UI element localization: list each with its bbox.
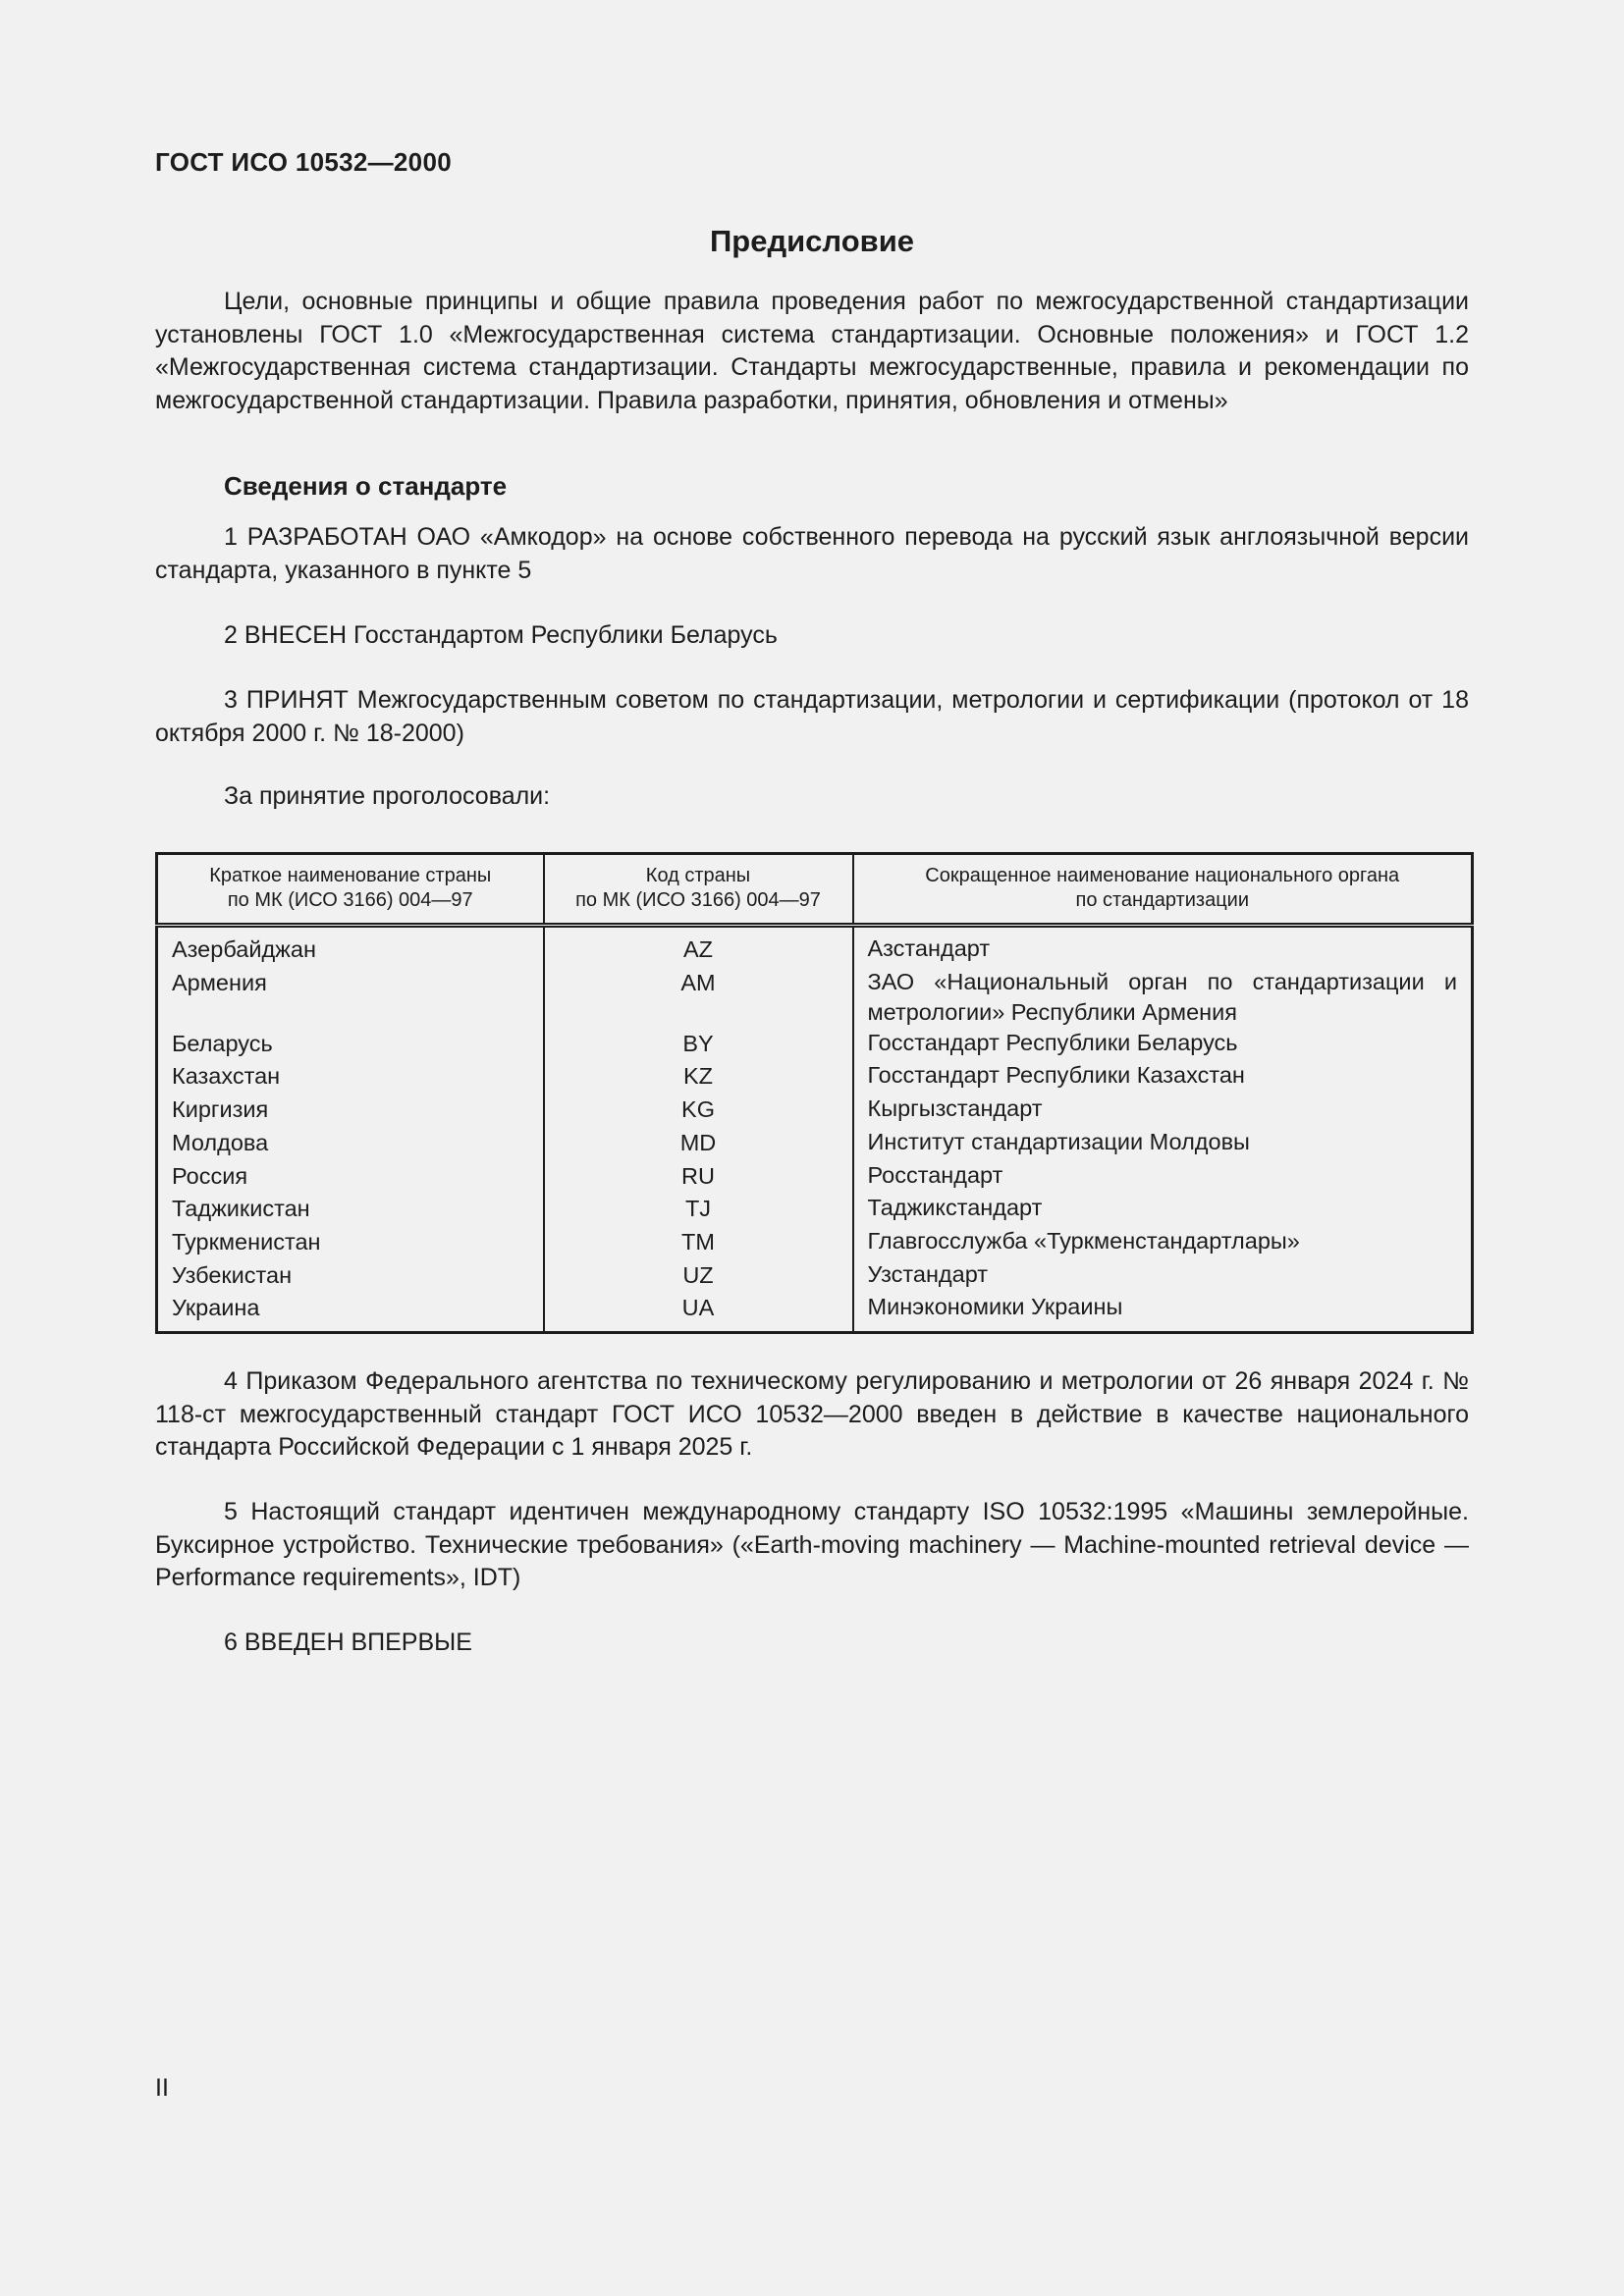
country-code-cell: AM bbox=[544, 967, 853, 1028]
standard-info-heading: Сведения о стандарте bbox=[224, 471, 508, 501]
country-code-cell: UA bbox=[544, 1292, 853, 1332]
table-row bbox=[157, 1060, 1473, 1094]
country-cell: Беларусь bbox=[157, 1028, 544, 1061]
column-header-code: Код страны по МК (ИСО 3166) 004—97 bbox=[544, 854, 853, 926]
column-header-organization: Сокращенное наименование национального органа по стандартизации bbox=[853, 854, 1473, 926]
country-code-cell: KZ bbox=[544, 1060, 853, 1094]
country-code-cell: BY bbox=[544, 1028, 853, 1061]
organization-cell: Узстандарт bbox=[853, 1259, 1473, 1293]
vote-label: За принятие проголосовали: bbox=[224, 782, 551, 810]
country-cell: Россия bbox=[157, 1160, 544, 1194]
item-1-paragraph: 1 РАЗРАБОТАН ОАО «Амкодор» на основе собственного перевода на русский язык англоязычной версии стандарта, указанного в пункте 5 bbox=[155, 523, 1469, 584]
country-cell: Азербайджан bbox=[157, 926, 544, 967]
organization-cell: Госстандарт Республики Казахстан bbox=[853, 1060, 1473, 1094]
table-body bbox=[157, 926, 1473, 1333]
table-row bbox=[157, 1193, 1473, 1226]
country-code-cell: TJ bbox=[544, 1193, 853, 1226]
table-row bbox=[157, 926, 1473, 967]
table-row bbox=[157, 1127, 1473, 1160]
country-cell: Украина bbox=[157, 1292, 544, 1332]
country-code-cell: RU bbox=[544, 1160, 853, 1194]
table-row bbox=[157, 1259, 1473, 1293]
member-states-table bbox=[155, 852, 1474, 1334]
country-cell: Таджикистан bbox=[157, 1193, 544, 1226]
table-row bbox=[157, 1094, 1473, 1127]
organization-cell: Кыргызстандарт bbox=[853, 1094, 1473, 1127]
column-header-country: Краткое наименование страны по МК (ИСО 3166) 004—97 bbox=[157, 854, 544, 926]
table-header-row bbox=[157, 854, 1473, 926]
organization-cell: Минэкономики Украины bbox=[853, 1292, 1473, 1332]
document-id: ГОСТ ИСО 10532—2000 bbox=[155, 147, 452, 177]
organization-cell: Госстандарт Республики Беларусь bbox=[853, 1028, 1473, 1061]
organization-cell: Институт стандартизации Молдовы bbox=[853, 1127, 1473, 1160]
country-code-cell: AZ bbox=[544, 926, 853, 967]
country-cell: Киргизия bbox=[157, 1094, 544, 1127]
table-row bbox=[157, 1292, 1473, 1332]
country-cell: Молдова bbox=[157, 1127, 544, 1160]
country-code-cell: TM bbox=[544, 1226, 853, 1259]
table-row bbox=[157, 1028, 1473, 1061]
country-code-cell: KG bbox=[544, 1094, 853, 1127]
country-cell: Туркменистан bbox=[157, 1226, 544, 1259]
organization-cell: Азстандарт bbox=[853, 926, 1473, 967]
organization-cell: ЗАО «Национальный орган по стандартизации и метрологии» Республики Армения bbox=[853, 967, 1473, 1028]
item-6-paragraph: 6 ВВЕДЕН ВПЕРВЫЕ bbox=[224, 1629, 472, 1656]
organization-cell: Росстандарт bbox=[853, 1160, 1473, 1194]
item-4-paragraph: 4 Приказом Федерального агентства по техническому регулированию и метрологии от 26 января 2024 г. № 118-ст межгосударственный стандарт ГОСТ ИСО 10532—2000 введен в действие в качестве национального стандарта Российской Федерации с 1 января 2025 г. bbox=[155, 1367, 1469, 1461]
table-row bbox=[157, 1226, 1473, 1259]
country-code-cell: UZ bbox=[544, 1259, 853, 1293]
section-title: Предисловие bbox=[709, 224, 914, 258]
country-code-cell: MD bbox=[544, 1127, 853, 1160]
organization-cell: Таджикстандарт bbox=[853, 1193, 1473, 1226]
page-number: II bbox=[155, 2074, 169, 2102]
country-cell: Узбекистан bbox=[157, 1259, 544, 1293]
country-cell: Казахстан bbox=[157, 1060, 544, 1094]
item-3-paragraph: 3 ПРИНЯТ Межгосударственным советом по стандартизации, метрологии и сертификации (протокол от 18 октября 2000 г. № 18-2000) bbox=[155, 686, 1469, 747]
table-row bbox=[157, 967, 1473, 1028]
country-cell: Армения bbox=[157, 967, 544, 1028]
intro-paragraph: Цели, основные принципы и общие правила проведения работ по межгосударственной стандартизации установлены ГОСТ 1.0 «Межгосударственная система стандартизации. Основные положения» и ГОСТ 1.2 «Межгосударственная система стандартизации. Стандарты межгосударственные, правила и рекомендации по межгосударственной стандартизации. Правила разработки, принятия, обновления и отмены» bbox=[155, 288, 1469, 414]
organization-cell: Главгосслужба «Туркменстандартлары» bbox=[853, 1226, 1473, 1259]
item-5-paragraph: 5 Настоящий стандарт идентичен международному стандарту ISO 10532:1995 «Машины землеройные. Буксирное устройство. Технические требования» («Earth-moving machinery — Machine-mounted retrieval device — Performance requirements», IDT) bbox=[155, 1498, 1469, 1591]
item-2-paragraph: 2 ВНЕСЕН Госстандартом Республики Беларусь bbox=[224, 621, 778, 649]
table-row bbox=[157, 1160, 1473, 1194]
